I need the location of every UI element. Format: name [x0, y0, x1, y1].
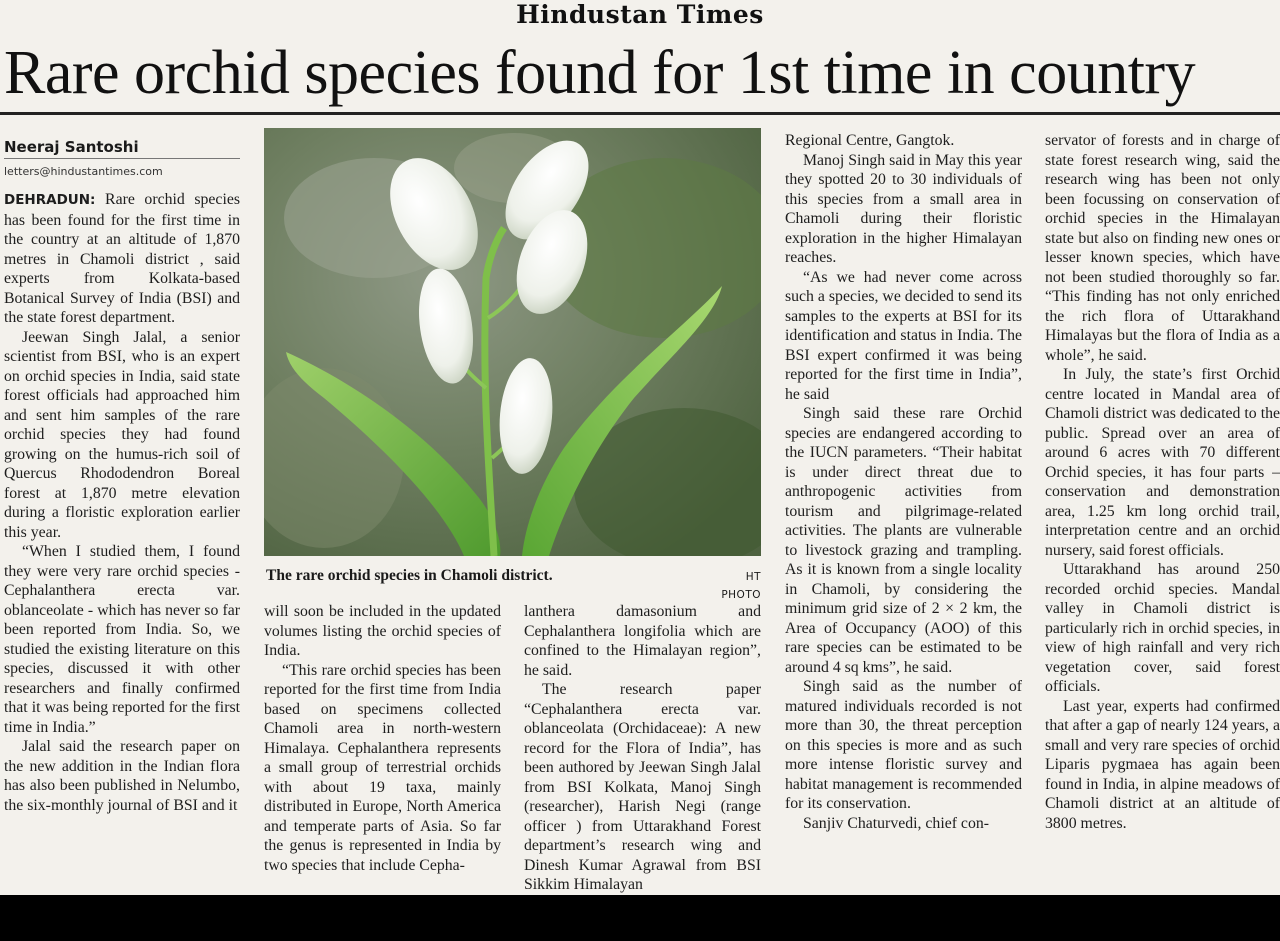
- headline: Rare orchid species found for 1st time in country: [4, 39, 1196, 107]
- dateline: DEHRADUN:: [4, 192, 96, 208]
- masthead: Hindustan Times: [516, 0, 764, 29]
- photo-credit: HT PHOTO: [721, 571, 761, 601]
- article-column-4: [785, 131, 1022, 895]
- paragraph: Regional Centre, Gangtok.: [785, 132, 955, 149]
- paragraph: Singh said these rare Orchid species are endangered according to the IUCN parameters. “Their habitat is under direct threat due to anthropogenic activities from tourism and pilgrimage-related activities. The plants are vulnerable to livestock grazing and trampling. As it is known from a single locality in Chamoli, by considering the minimum grid size of 2 × 2 km, the Area of Occupancy (AOO) of this rare species can be estimated to be around 4 sq kms”, he said.: [785, 405, 1022, 676]
- article-column-5: [1045, 131, 1280, 895]
- paragraph: The research paper “Cephalanthera erecta var. oblanceolata (Orchidaceae): A new record for the Flora of India”, has been authored by Jeewan Singh Jalal from BSI Kolkata, Manoj Singh (researcher), Harish Negi (range officer ) from Uttarakhand Forest department’s research wing and Dinesh Kumar Agrawal from BSI Sikkim Himalayan: [524, 681, 761, 893]
- paragraph: Singh said as the number of matured individuals recorded is not more than 30, the threat perception on this species is more and as such more intense floristic survey and habitat management is recommended for its conservation.: [785, 678, 1022, 812]
- lead-text: Rare orchid species has been found for the first time in the country at an altitude of 1,870 metres in Chamoli district , said experts from Kolkata-based Botanical Survey of India (BSI) and the state forest department.: [4, 191, 240, 326]
- paragraph: lanthera damasonium and Cephalanthera longifolia which are confined to the Himalayan region”, he said.: [524, 603, 761, 679]
- lead-paragraph: [4, 190, 240, 328]
- paragraph: “When I studied them, I found they were very rare orchid species - Cephalanthera erecta var. oblanceolate - which has never so far been reported from India. So, we studied the existing literature on this species, discussed it with other researchers and finally confirmed that it was being reported for the first time in India.”: [4, 543, 240, 736]
- orchid-photo: [264, 128, 761, 556]
- article-column-2: [264, 602, 501, 895]
- paragraph: Manoj Singh said in May this year they spotted 20 to 30 individuals of this species from a small area in Chamoli during their floristic exploration in the higher Himalayan reaches.: [785, 151, 1022, 266]
- paragraph: Jalal said the research paper on the new addition in the Indian flora has also been published in Nelumbo, the six-monthly journal of BSI and it: [4, 738, 240, 814]
- article-column-3: [524, 602, 761, 895]
- paragraph: Jeewan Singh Jalal, a senior scientist from BSI, who is an expert on orchid species in India, said state forest officials had approached him and sent him samples of the rare orchid species they had found growing on the humus-rich soil of Quercus Rhododendron Boreal forest at 1,870 metre elevation during a floristic exploration earlier this year.: [4, 328, 240, 541]
- paragraph: Uttarakhand has around 250 recorded orchid species. Mandal valley in Chamoli district is particularly rich in orchid species, in view of high rainfall and very rich vegetation cover, said forest officials.: [1045, 561, 1280, 695]
- author-email: letters@hindustantimes.com: [4, 165, 163, 178]
- paragraph: Sanjiv Chaturvedi, chief con-: [803, 814, 989, 832]
- paragraph: “As we had never come across such a species, we decided to send its samples to the experts at BSI for its identification and status in India. The BSI expert confirmed it was being reported for the first time in India”, he said: [785, 268, 1022, 403]
- headline-rule: [0, 112, 1280, 115]
- paragraph: Last year, experts had confirmed that after a gap of nearly 124 years, a small and very rare species of orchid Liparis pygmaea has again been found in India, in alpine meadows of Chamoli district at an altitude of 3800 metres.: [1045, 697, 1280, 832]
- photo-caption: The rare orchid species in Chamoli district.: [266, 567, 553, 584]
- paragraph: “This rare orchid species has been reported for the first time from India based on specimens collected Chamoli area in north-western Himalaya. Cephalanthera represents a small group of terrestrial orchids with about 19 taxa, mainly distributed in Europe, North America and temperate parts of Asia. So far the genus is represented in India by two species that include Cepha-: [264, 661, 501, 874]
- paragraph: will soon be included in the updated volumes listing the orchid species of India.: [264, 603, 501, 659]
- paragraph: servator of forests and in charge of state forest research wing, said the research wing has been not only been focussing on conservation of orchid species in the Himalayan state but also on finding new ones or lesser known species, which have not been studied thoroughly so far. “This finding has not only enriched the rich flora of Uttarakhand Himalayas but the flora of India as a whole”, he said.: [1045, 132, 1280, 364]
- byline: Neeraj Santoshi: [4, 136, 240, 159]
- paragraph: In July, the state’s first Orchid centre located in Mandal area of Chamoli district was dedicated to the public. Spread over an area of around 6 acres with 70 different Orchid species, it has four parts – conservation and demonstration area, 1.25 km long orchid trail, interpretation centre and an orchid nursery, said forest officials.: [1045, 366, 1280, 559]
- article-column-1: [4, 190, 240, 895]
